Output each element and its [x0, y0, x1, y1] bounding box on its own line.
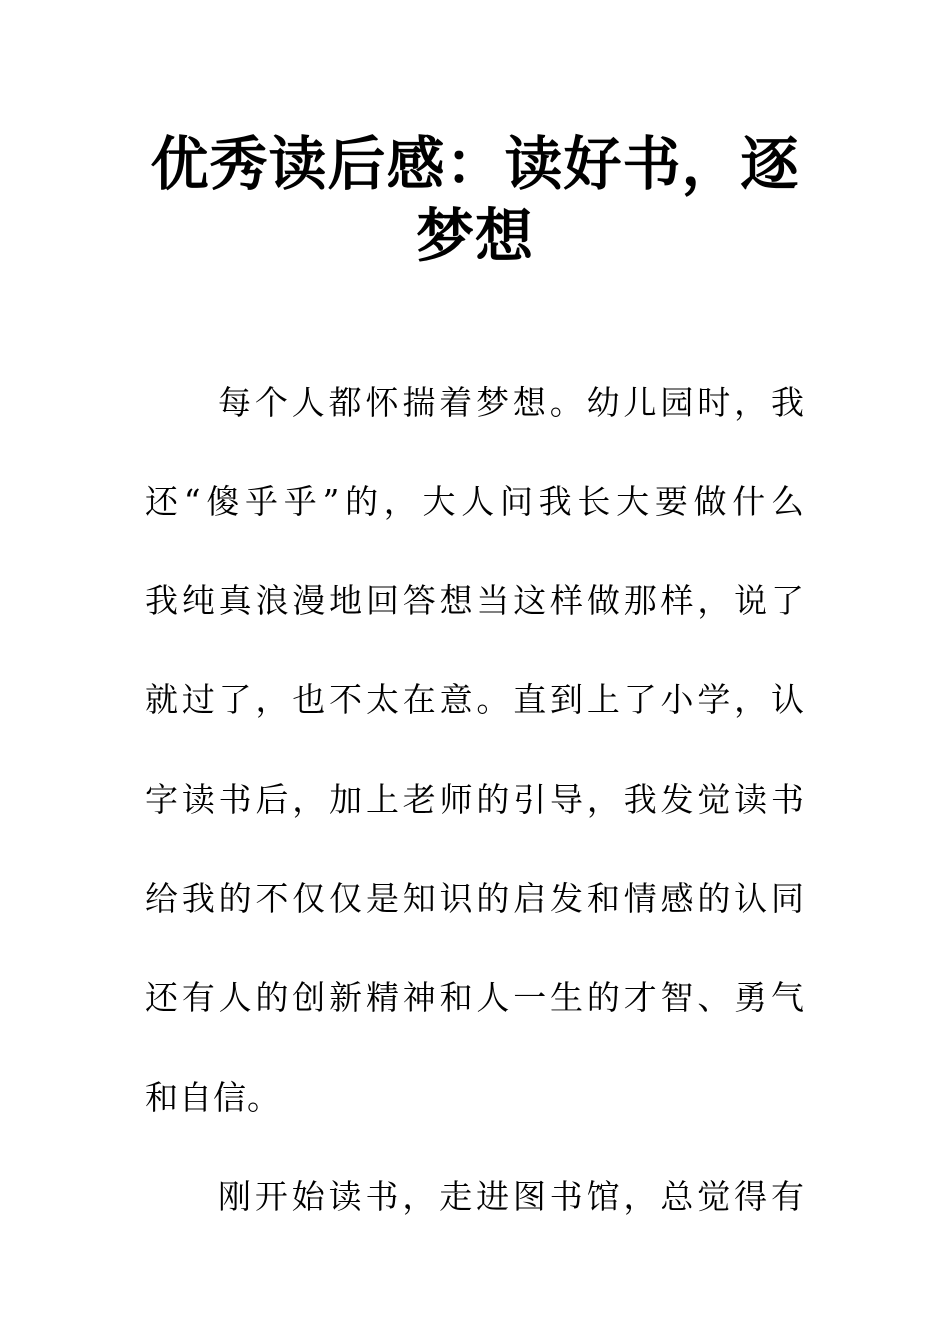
title-line-2: 梦想	[415, 202, 534, 270]
paragraph-line: 每个人都怀揣着梦想。幼儿园时，我	[218, 383, 805, 422]
paragraph-line: 刚开始读书，走进图书馆，总觉得有	[218, 1177, 805, 1216]
paragraph-line: 字读书后，加上老师的引导，我发觉读书	[145, 780, 805, 819]
paragraph-line: 和自信。	[145, 1078, 281, 1117]
title-line-1: 优秀读后感：读好书，逐	[150, 130, 800, 198]
paragraph-line: 还有人的创新精神和人一生的才智、勇气	[145, 978, 805, 1017]
paragraph-line: 还“傻乎乎”的，大人问我长大要做什么	[145, 482, 805, 521]
paragraph-line: 就过了，也不太在意。直到上了小学，认	[145, 680, 805, 719]
paragraph-line: 我纯真浪漫地回答想当这样做那样，说了	[145, 581, 805, 620]
paragraph-line: 给我的不仅仅是知识的启发和情感的认同	[145, 879, 805, 918]
document-title	[145, 128, 805, 272]
